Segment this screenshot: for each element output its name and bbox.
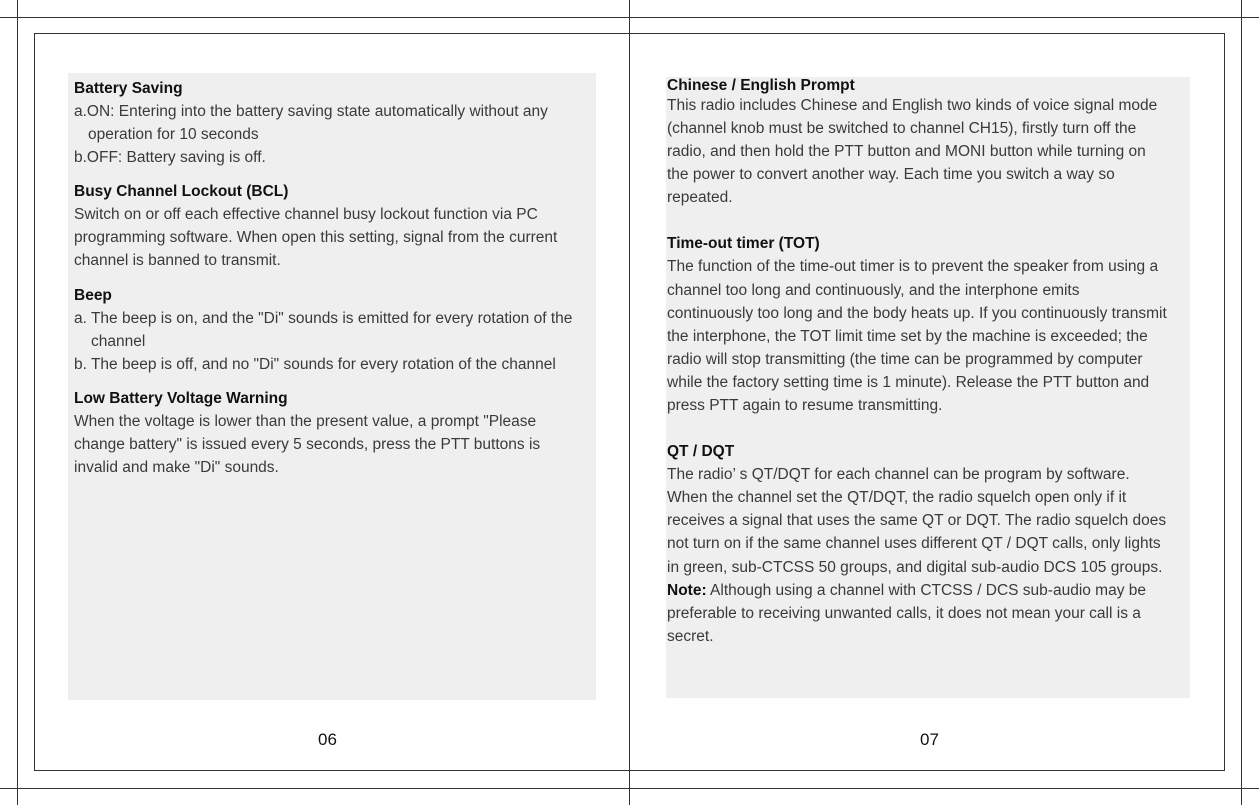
text-line: repeated.	[667, 189, 733, 207]
section-title: Busy Channel Lockout (BCL)	[74, 183, 289, 201]
text-line: in green, sub-CTCSS 50 groups, and digital sub-audio DCS 105 groups.	[667, 558, 1163, 576]
page-number-right: 07	[920, 730, 939, 749]
text-line: channel too long and continuously, and the interphone emits	[667, 281, 1080, 299]
text-line: the power to convert another way. Each time you switch a way so	[667, 166, 1115, 184]
text-line: radio, and then hold the PTT button and MONI button while turning on	[667, 143, 1146, 161]
text-line: radio will stop transmitting (the time can be programmed by computer	[667, 350, 1143, 368]
text-line: The function of the time-out timer is to prevent the speaker from using a	[667, 258, 1159, 276]
text-line: receives a signal that uses the same QT or DQT. The radio squelch does	[667, 512, 1167, 530]
section-title: Beep	[74, 286, 112, 304]
section-low-battery-warning	[74, 387, 596, 479]
section-time-out-timer	[667, 232, 1190, 417]
section-title: Time-out timer (TOT)	[667, 235, 820, 253]
text-line: operation for 10 seconds	[88, 126, 259, 144]
text-line: This radio includes Chinese and English two kinds of voice signal mode	[667, 97, 1158, 114]
text-line: channel	[91, 332, 146, 350]
text-line: change battery" is issued every 5 seconds, press the PTT buttons is	[74, 435, 541, 453]
text-line: not turn on if the same channel uses different QT / DQT calls, only lights	[667, 535, 1161, 553]
section-title: Low Battery Voltage Warning	[74, 389, 288, 407]
text-line: programming software. When open this setting, signal from the current	[74, 229, 558, 247]
section-qt-dqt	[667, 440, 1190, 648]
section-title: QT / DQT	[667, 443, 735, 461]
text-line: invalid and make "Di" sounds.	[74, 459, 279, 477]
page-number-left: 06	[318, 730, 337, 749]
section-beep	[74, 284, 596, 376]
text-line: b.OFF: Battery saving is off.	[74, 149, 266, 167]
section-battery-saving	[74, 77, 596, 169]
note-text: Although using a channel with CTCSS / DCS sub-audio may be	[706, 581, 1147, 599]
text-line: press PTT again to resume transmitting.	[667, 397, 943, 415]
text-line: a.ON: Entering into the battery saving state automatically without any	[74, 103, 548, 120]
note-line	[667, 579, 1190, 602]
note-label: Note:	[667, 581, 707, 599]
left-page-content	[68, 73, 596, 700]
text-line: b. The beep is off, and no "Di" sounds for every rotation of the channel	[74, 355, 556, 373]
section-title: Chinese / English Prompt	[667, 77, 855, 94]
crop-line-right	[1241, 0, 1242, 805]
text-line: When the voltage is lower than the present value, a prompt "Please	[74, 412, 537, 430]
section-chinese-english-prompt	[667, 77, 1190, 209]
text-line: The radio’ s QT/DQT for each channel can be program by software.	[667, 466, 1130, 484]
text-line: When the channel set the QT/DQT, the radio squelch open only if it	[667, 489, 1127, 507]
text-line: continuously too long and the body heats up. If you continuously transmit	[667, 304, 1167, 322]
text-line: (channel knob must be switched to channel CH15), firstly turn off the	[667, 120, 1137, 138]
text-line: a. The beep is on, and the "Di" sounds is emitted for every rotation of the	[74, 309, 573, 327]
section-busy-channel-lockout	[74, 180, 596, 272]
text-line: while the factory setting time is 1 minute). Release the PTT button and	[667, 373, 1150, 391]
text-line: Switch on or off each effective channel busy lockout function via PC	[74, 206, 538, 224]
text-line: preferable to receiving unwanted calls, it does not mean your call is a	[667, 604, 1141, 622]
text-line: secret.	[667, 627, 714, 645]
crop-line-left	[17, 0, 18, 805]
text-line: channel is banned to transmit.	[74, 252, 281, 270]
right-page-content	[666, 77, 1190, 698]
text-line: the interphone, the TOT limit time set by the machine is exceeded; the	[667, 327, 1148, 345]
section-title: Battery Saving	[74, 80, 183, 97]
